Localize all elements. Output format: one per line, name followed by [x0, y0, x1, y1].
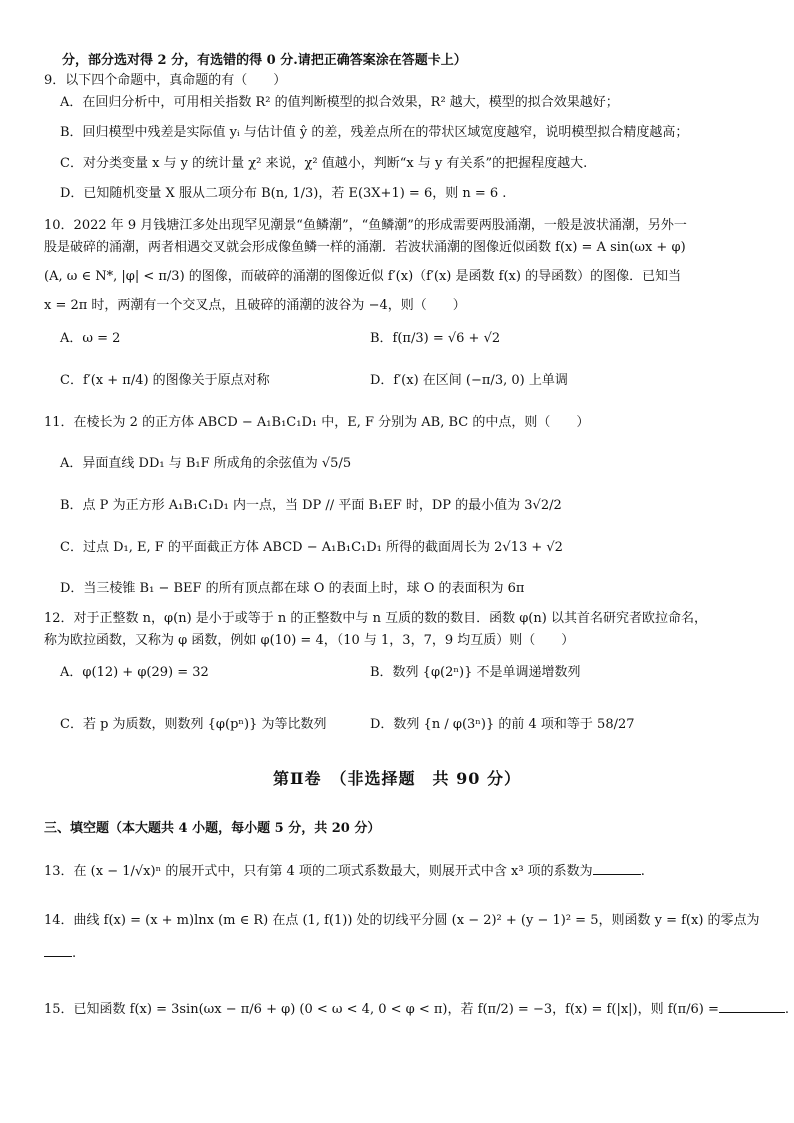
header-note: 分，部分选对得 2 分，有选错的得 0 分.请把正确答案涂在答题卡上）	[62, 53, 467, 68]
q12-line-2: 称为欧拉函数，又称为 φ 函数，例如 φ(10) = 4，（10 与 1，3，7，9 均互质）则（ ）	[44, 633, 575, 648]
q11-option-a: A．异面直线 DD₁ 与 B₁F 所成角的余弦值为 √5/5	[60, 456, 352, 471]
q12-option-a: A．φ(12) + φ(29) = 32	[60, 665, 209, 680]
q12-option-b: B．数列 {φ(2ⁿ)} 不是单调递增数列	[370, 665, 581, 680]
q14-line-1: 14．曲线 f(x) = (x + m)lnx (m ∈ R) 在点 (1, f(1)) 处的切线平分圆 (x − 2)² + (y − 1)² = 5，则函数 y = f(x) 的零点为	[44, 913, 760, 928]
section-title: 第Ⅱ卷 （非选择题 共 90 分）	[273, 769, 521, 788]
q13-end: .	[640, 864, 645, 879]
q10-option-d: D．f′(x) 在区间 (−π/3, 0) 上单调	[370, 373, 568, 388]
q9-option-c: C．对分类变量 x 与 y 的统计量 χ² 来说，χ² 值越小，判断“x 与 y 有关系”的把握程度越大.	[60, 156, 588, 171]
q9-option-d: D．已知随机变量 X 服从二项分布 B(n, 1/3)，若 E(3X+1) = 6，则 n = 6 .	[60, 186, 507, 201]
q12-option-d: D．数列 {n / φ(3ⁿ)} 的前 4 项和等于 58/27	[370, 717, 635, 732]
q15-answer-blank[interactable]	[719, 1000, 785, 1013]
q15-end: .	[784, 1002, 790, 1017]
q11-option-d: D．当三棱锥 B₁ − BEF 的所有顶点都在球 O 的表面上时，球 O 的表面积为 6π	[60, 581, 525, 596]
q10-option-a: A．ω = 2	[60, 331, 121, 346]
q12-line-1: 12．对于正整数 n，φ(n) 是小于或等于 n 的正整数中与 n 互质的数的数目．函数 φ(n) 以其首名研究者欧拉命名，	[44, 611, 707, 626]
q13-answer-blank[interactable]	[593, 862, 641, 875]
q15-text: 15．已知函数 f(x) = 3sin(ωx − π/6 + φ) (0 < ω < 4, 0 < φ < π)，若 f(π/2) = −3，f(x) = f(|x|)，则 f(π/6) =	[44, 1002, 719, 1017]
q9-option-b: B．回归模型中残差是实际值 yᵢ 与估计值 ŷ 的差，残差点所在的带状区域宽度越窄，说明模型拟合精度越高；	[60, 125, 689, 140]
q14-end: .	[72, 946, 77, 961]
q13	[44, 862, 754, 881]
q14-answer-blank[interactable]	[44, 944, 72, 957]
q10-option-c: C．f′(x + π/4) 的图像关于原点对称	[60, 373, 270, 388]
q11-stem: 11．在棱长为 2 的正方体 ABCD − A₁B₁C₁D₁ 中，E, F 分别为 AB, BC 的中点，则（ ）	[44, 415, 590, 430]
q10-line-4: x = 2π 时，两潮有一个交叉点，且破碎的涌潮的波谷为 −4，则（ ）	[44, 298, 466, 313]
q10-line-2: 股是破碎的涌潮，两者相遇交叉就会形成像鱼鳞一样的涌潮．若波状涌潮的图像近似函数 f(x) = A sin(ωx + φ)	[44, 240, 686, 255]
q10-option-b: B．f(π/3) = √6 + √2	[370, 331, 501, 346]
q10-line-3: (A, ω ∈ N*, |φ| < π/3) 的图像，而破碎的涌潮的图像近似 f′(x)（f′(x) 是函数 f(x) 的导函数）的图像．已知当	[44, 269, 682, 284]
part-3-heading: 三、填空题（本大题共 4 小题，每小题 5 分，共 20 分）	[44, 821, 381, 836]
q15	[44, 1000, 790, 1019]
q12-option-c: C．若 p 为质数，则数列 {φ(pⁿ)} 为等比数列	[60, 717, 327, 732]
q9-stem: 9．以下四个命题中，真命题的有（ ）	[44, 73, 287, 88]
q14-line-2	[44, 944, 754, 963]
q9-option-a: A．在回归分析中，可用相关指数 R² 的值判断模型的拟合效果，R² 越大，模型的拟合效果越好；	[60, 95, 619, 110]
q10-line-1: 10．2022 年 9 月钱塘江多处出现罕见潮景“鱼鳞潮”，“鱼鳞潮”的形成需要两股涌潮，一般是波状涌潮，另外一	[44, 218, 687, 233]
q11-option-b: B．点 P 为正方形 A₁B₁C₁D₁ 内一点，当 DP // 平面 B₁EF 时，DP 的最小值为 3√2/2	[60, 498, 562, 513]
q11-option-c: C．过点 D₁, E, F 的平面截正方体 ABCD − A₁B₁C₁D₁ 所得的截面周长为 2√13 + √2	[60, 540, 563, 555]
q13-text: 13．在 (x − 1/√x)ⁿ 的展开式中，只有第 4 项的二项式系数最大，则展开式中含 x³ 项的系数为	[44, 864, 593, 879]
